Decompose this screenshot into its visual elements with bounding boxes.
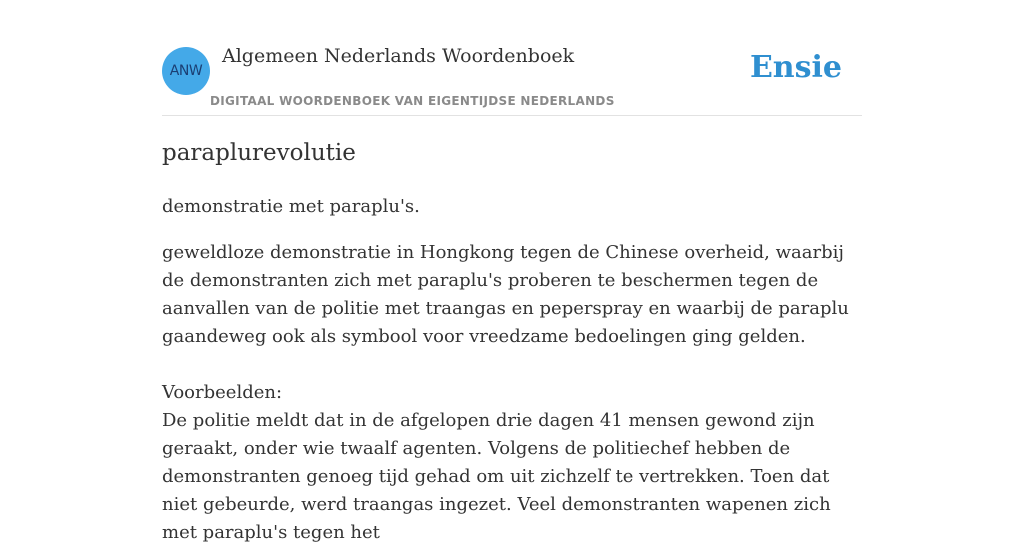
ensie-logo[interactable]: Ensie [749,50,842,85]
site-subtitle: DIGITAAL WOORDENBOEK VAN EIGENTIJDSE NEDERLANDS [210,94,615,108]
example-text: De politie meldt dat in de afgelopen drie dagen 41 mensen gewond zijn geraakt, onder wie twaalf agenten. Volgens de politiechef hebben de demonstranten genoeg tijd gehad om uit zichzelf te vertrekken. Toen dat niet gebeurde, werd traangas ingezet. Veel demonstranten wapenen zich met paraplu's tegen het [162,410,831,543]
site-header [162,0,862,116]
page [162,0,862,543]
long-definition: geweldloze demonstratie in Hongkong tegen de Chinese overheid, waarbij de demonstranten zich met paraplu's proberen te beschermen tegen de aanvallen van de politie met traangas en peperspray en waarbij de paraplu gaandeweg ook als symbool voor vreedzame bedoelingen ging gelden. [162,242,849,347]
short-definition: demonstratie met paraplu's. [162,196,420,217]
site-title[interactable]: Algemeen Nederlands Woordenboek [222,45,575,67]
entry-body [162,239,862,547]
paragraph-spacer [162,351,862,379]
entry-headword: paraplurevolutie [162,140,356,166]
examples-label: Voorbeelden: [162,382,283,403]
anw-logo[interactable]: ANW [162,47,210,95]
